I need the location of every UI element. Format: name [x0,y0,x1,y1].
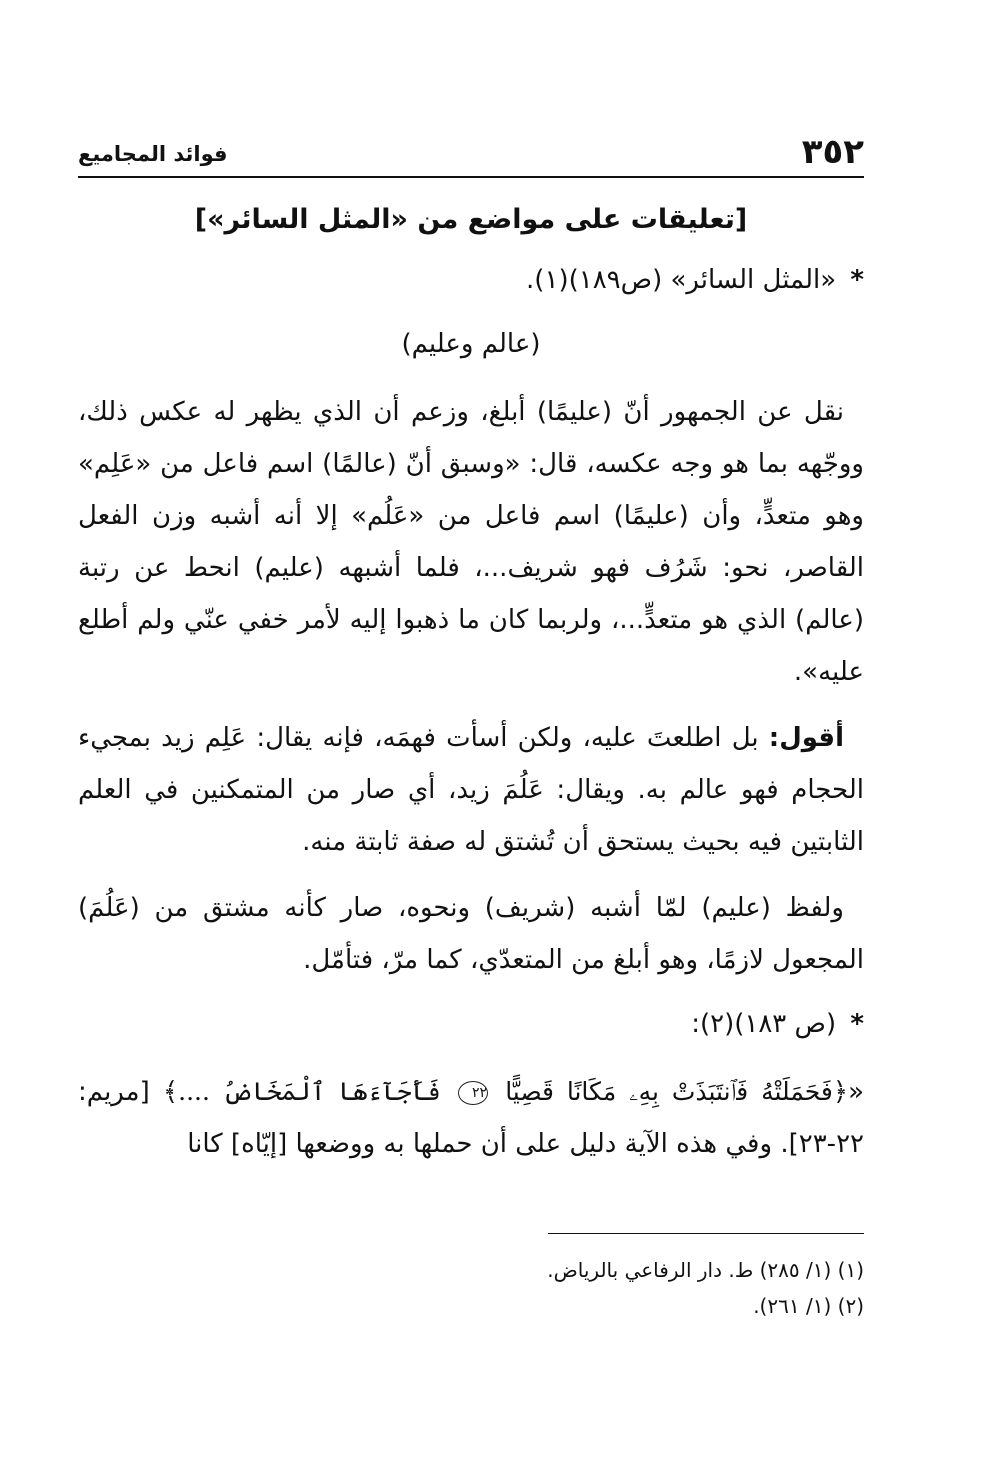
quran-continuation: وفي هذه الآية دليل على أن حملها به ووضعها [إيّاه] كانا [187,1129,773,1159]
paragraph-2-lead: أقول: [768,723,844,753]
star-icon: * [850,1009,864,1039]
paragraph-2-text: بل اطلعتَ عليه، ولكن أسأت فهمَه، فإنه يقال: عَلِم زيد بمجيء الحجام فهو عالم به. ويقال: عَلُمَ زيد، أي صار من المتمكنين في العلم الثابتين فيه بحيث يستحق أن تُشتق له صفة ثابتة منه. [78,723,864,857]
footnotes [164,1252,864,1324]
reference-text-2: (ص ١٨٣)(٢): [691,1009,837,1039]
quran-quote [78,1066,864,1170]
section-title: [تعليقات على مواضع من «المثل السائر»] [194,204,748,235]
quran-citation: [مريم: ٢٢-٢٣]. [78,1077,864,1159]
star-icon: * [850,265,864,295]
quote-open: «﴿ [832,1077,865,1107]
paragraph-3: ولفظ (عليم) لمّا أشبه (شريف) ونحوه، صار كأنه مشتق من (عَلُمَ) المجعول لازمًا، وهو أبلغ من المتعدّي، كما مرّ، فتأمّل. [78,893,864,975]
header-rule [78,176,864,178]
ayah-number-marker: ٢٢ [458,1081,488,1105]
paragraph-1: نقل عن الجمهور أنّ (عليمًا) أبلغ، وزعم أن الذي يظهر له عكس ذلك، ووجّهه بما هو وجه عكسه، قال: «وسبق أنّ (عالمًا) اسم فاعل من «عَلِم» وهو متعدٍّ، وأن (عليمًا) اسم فاعل من «عَلُم» إلا أنه أشبه وزن الفعل القاصر، نحو: شَرُف فهو شريف...، فلما أشبهه (عليم) انحط عن رتبة (عالم) الذي هو متعدٍّ...، ولربما كان ما ذهبوا إليه لأمر خفي عنّي ولم أطلع عليه». [78,397,864,687]
paragraph-2 [78,712,864,868]
page-header [78,132,864,178]
reference-text-1: «المثل السائر» (ص١٨٩)(١). [526,265,837,295]
sub-heading: (عالم وعليم) [401,329,541,359]
footnote-rule [548,1233,864,1234]
quote-close: ﴾ [162,1077,179,1107]
footnote-1: (١) (١/ ٢٨٥) ط. دار الرفاعي بالرياض. [547,1258,864,1282]
page-number: ٣٥٢ [801,132,864,172]
running-title: فوائد المجاميع [78,142,228,166]
reference-line-1 [78,256,864,304]
page-body [78,196,864,1170]
footnote-2: (٢) (١/ ٢٦١). [753,1294,864,1318]
ayah-text-1: فَحَمَلَتْهُ فَٱنتَبَذَتْ بِهِۦ مَكَانًا قَصِيًّا [505,1077,833,1106]
ayah-text-2: فَأَجَآءَهَا ٱلْمَخَاضُ .... [178,1077,441,1106]
reference-line-2 [78,1000,864,1048]
